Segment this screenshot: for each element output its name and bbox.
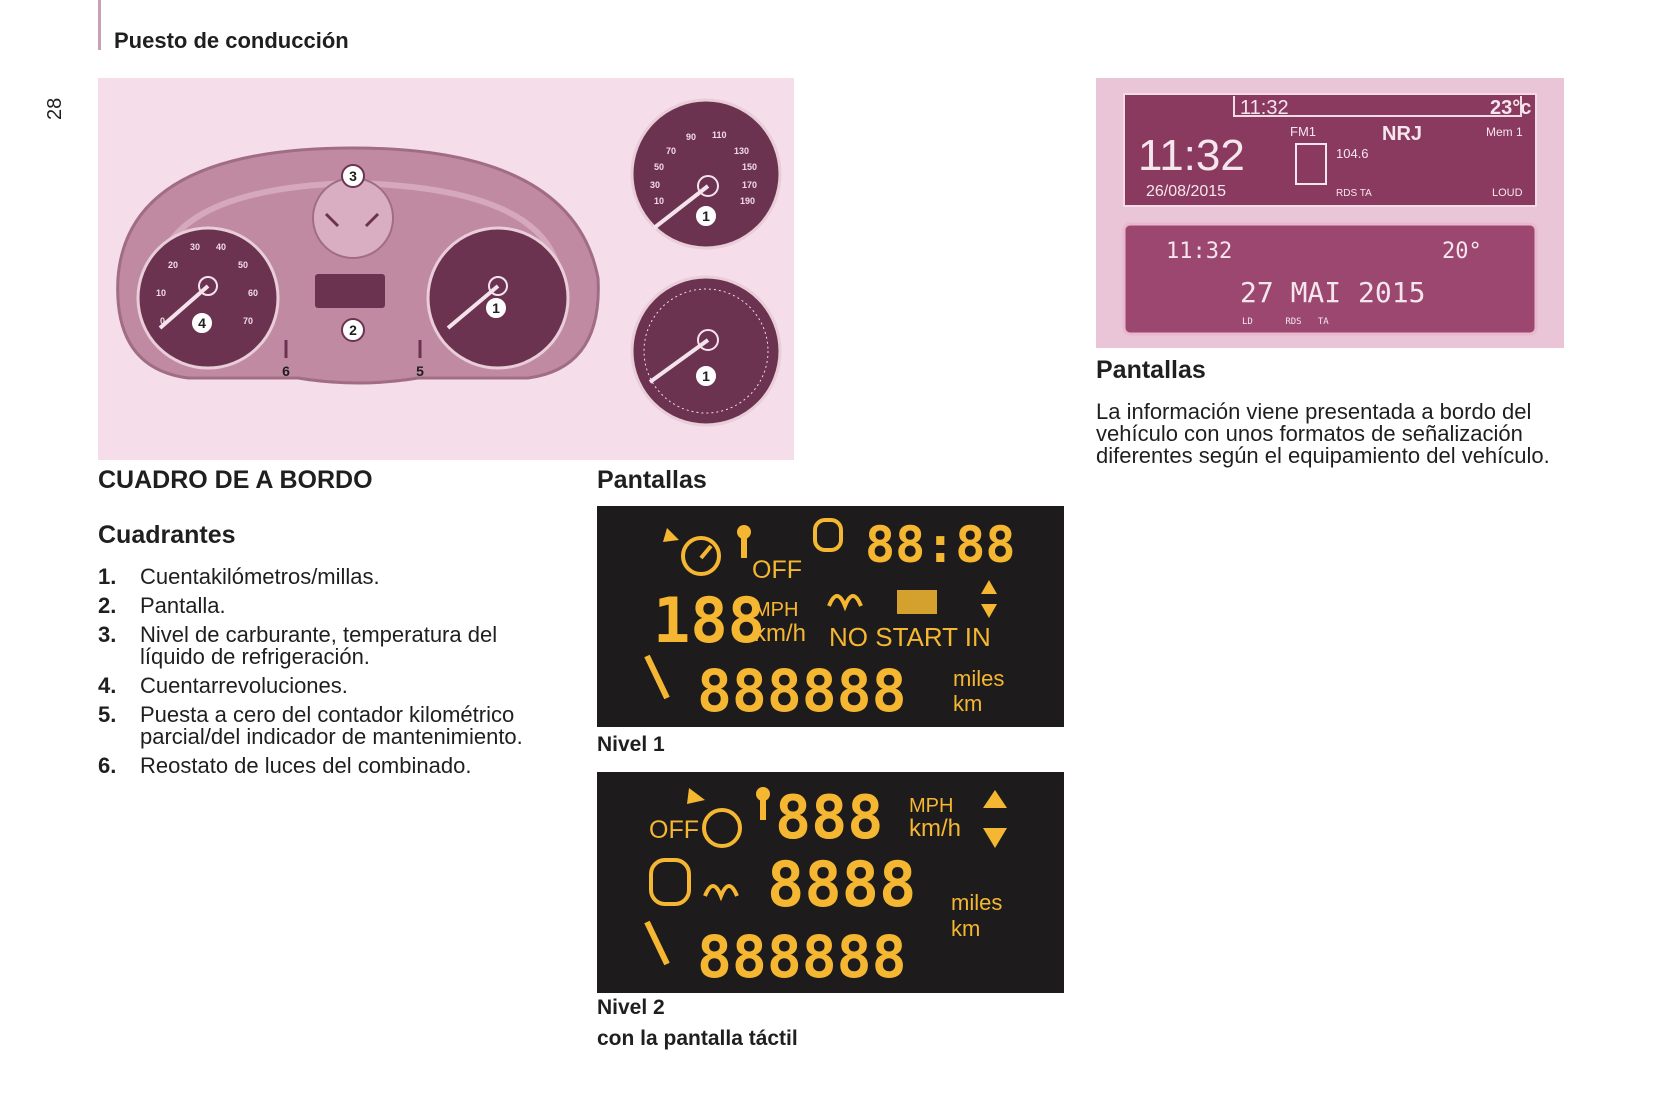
particle-filter-icon: [897, 590, 937, 614]
speedo-tick: 190: [740, 196, 756, 206]
service-head-icon: [815, 520, 841, 550]
instrument-cluster-drawing: [98, 78, 794, 460]
speedo-tick: 130: [734, 146, 750, 156]
lcd-miles-label: miles: [953, 666, 1005, 691]
tacho-tick: 20: [168, 260, 179, 270]
list-item-text: Cuentakilómetros/millas.: [140, 564, 380, 589]
list-item: [98, 755, 568, 777]
list-item-text: Cuentarrevoluciones.: [140, 673, 348, 698]
list-item-number: 4.: [98, 673, 117, 698]
warning-triangle-icon: [663, 528, 679, 542]
warning-triangle-icon: [687, 788, 705, 804]
tacho-tick: 10: [156, 288, 167, 298]
callout-5: 5: [416, 363, 424, 379]
level2-caption-sub: con la pantalla táctil: [597, 1027, 798, 1050]
down-arrow-icon: [981, 604, 997, 618]
level2-display: [597, 772, 1064, 993]
screen-a-date: 26/08/2015: [1146, 183, 1227, 200]
screen-b-indicators: LD RDS TA: [1242, 317, 1329, 327]
screens-drawing: [1096, 78, 1564, 348]
lcd-mph-label: MPH: [909, 795, 954, 817]
callout-1b: 1: [702, 208, 710, 224]
lcd-speed: 188: [653, 584, 765, 657]
screen-a-top-temp: 23°c: [1490, 97, 1532, 119]
lcd-odometer: 888888: [697, 657, 907, 725]
tacho-tick: 60: [248, 288, 259, 298]
wrench-icon: [647, 656, 667, 698]
up-arrow-icon: [983, 790, 1007, 808]
list-item-number: 6.: [98, 753, 117, 778]
speedo-tick: 30: [650, 180, 661, 190]
section-title-pantallas: Pantallas: [597, 466, 707, 494]
lcd-speed: 888: [775, 783, 884, 853]
glow-plug-icon: [705, 886, 737, 896]
dial-list: [98, 566, 568, 784]
lcd-trip: 8888: [767, 848, 917, 921]
lcd-km-label: km: [953, 691, 983, 716]
speed-limiter-icon: [704, 810, 740, 846]
speedo-tick: 90: [686, 132, 697, 142]
callout-6: 6: [282, 363, 290, 379]
lcd-kmh-label: km/h: [754, 620, 807, 647]
tacho-tick: 0: [160, 316, 166, 326]
callout-1: 1: [492, 300, 500, 316]
down-arrow-icon: [983, 828, 1007, 848]
service-head-icon: [651, 860, 689, 904]
speedo-tick: 170: [742, 180, 758, 190]
page-number: 28: [44, 97, 66, 120]
lcd-clock: 88:88: [865, 516, 1016, 574]
list-item: [98, 566, 568, 588]
up-arrow-icon: [981, 580, 997, 594]
list-item-number: 5.: [98, 702, 117, 727]
lcd-off-label: OFF: [752, 556, 802, 584]
list-item-number: 3.: [98, 622, 117, 647]
screen-a-big-time: 11:32: [1138, 131, 1245, 180]
lcd-km-label: km: [951, 916, 981, 941]
list-item-number: 1.: [98, 564, 117, 589]
screens-illustration: [1096, 78, 1564, 348]
screen-a-freq: 104.6: [1336, 146, 1369, 161]
list-item-text: Reostato de luces del combinado.: [140, 753, 472, 778]
screen-b-temp: 20°: [1442, 239, 1482, 264]
instrument-panel-illustration: [98, 78, 794, 460]
list-item-text: Nivel de carburante, temperatura del líquido de refrigeración.: [140, 622, 498, 669]
speedo-tick: 70: [666, 146, 677, 156]
lcd-miles-label: miles: [951, 890, 1003, 915]
speedo-tick: 10: [654, 196, 665, 206]
right-title-pantallas: Pantallas: [1096, 356, 1206, 384]
page-header-title: Puesto de conducción: [114, 28, 349, 53]
subtitle-cuadrantes: Cuadrantes: [98, 521, 236, 549]
list-item-text: Puesta a cero del contador kilométrico parcial/del indicador de mantenimiento.: [140, 702, 523, 749]
header-accent-bar: [98, 0, 101, 50]
tacho-tick: 50: [238, 260, 249, 270]
screen-a-rds: RDS TA: [1336, 188, 1372, 199]
speedo-tick: 50: [654, 162, 665, 172]
list-item: [98, 595, 568, 617]
level1-lcd-drawing: [597, 506, 1064, 727]
right-paragraph: La información viene presentada a bordo del vehículo con unos formatos de señalización diferentes según el equipamiento del vehículo.: [1096, 399, 1550, 468]
level2-caption: Nivel 2: [597, 996, 665, 1019]
callout-2: 2: [349, 322, 357, 338]
screen-b-date: 27 MAI 2015: [1240, 276, 1426, 309]
callout-4: 4: [198, 315, 206, 331]
glow-plug-icon: [829, 596, 861, 606]
lcd-mph-label: MPH: [754, 599, 799, 621]
tacho-tick: 30: [190, 242, 201, 252]
tacho-tick: 70: [243, 316, 254, 326]
lcd-kmh-label: km/h: [909, 815, 962, 842]
section-title-cuadro: CUADRO DE A BORDO: [98, 466, 373, 494]
screen-a-station: NRJ: [1382, 123, 1423, 145]
level1-caption: Nivel 1: [597, 733, 665, 756]
list-item-number: 2.: [98, 593, 117, 618]
lcd-odometer: 888888: [697, 923, 907, 991]
screen-a-mem: Mem 1: [1486, 125, 1523, 139]
wrench-icon: [647, 922, 667, 964]
screen-a-band: FM1: [1290, 124, 1316, 139]
screen-b-time: 11:32: [1166, 239, 1233, 264]
level1-display: [597, 506, 1064, 727]
tacho-tick: 40: [216, 242, 227, 252]
speedo-tick: 150: [742, 162, 758, 172]
screen-a-top-time: 11:32: [1240, 97, 1289, 119]
level2-lcd-drawing: [597, 772, 1064, 993]
lcd-no-start-label: NO START IN: [829, 622, 991, 652]
list-item-text: Pantalla.: [140, 593, 226, 618]
list-item: [98, 675, 568, 697]
callout-3: 3: [349, 168, 357, 184]
lcd-off-label: OFF: [649, 816, 699, 844]
speedo-tick: 110: [712, 130, 727, 140]
screen-a-loud: LOUD: [1492, 187, 1523, 199]
callout-1c: 1: [702, 368, 710, 384]
list-item: [98, 624, 568, 668]
list-item: [98, 704, 568, 748]
